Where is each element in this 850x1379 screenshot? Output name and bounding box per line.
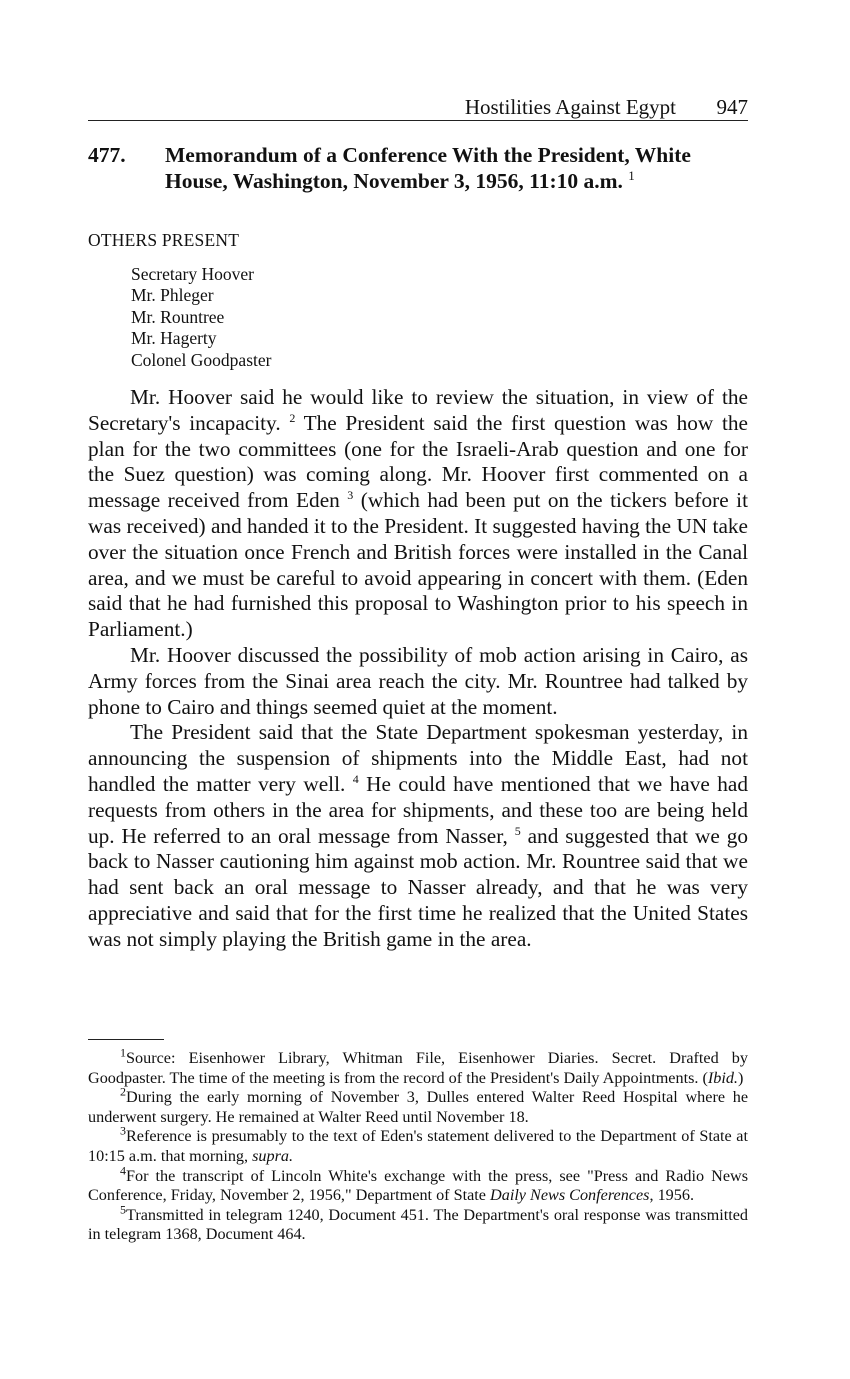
running-title: Hostilities Against Egypt — [464, 95, 676, 119]
footnote: $^2$During the early morning of November 3, Dulles entered Walter Reed Hospital where he underwent surgery. He remained at Walter Reed until November 18. — [88, 1084, 748, 1126]
others-present-list — [131, 264, 271, 371]
footnote: $^4$For the transcript of Lincoln White's exchange with the press, see "Press and Radio News Conference, Friday, November 2, 1956," Department of State Daily News Conferences, 1956. — [88, 1163, 748, 1205]
memorandum-body — [88, 385, 748, 953]
footnote-ref[interactable]: 3 — [347, 488, 354, 503]
footnote: $^1$Source: Eisenhower Library, Whitman File, Eisenhower Diaries. Secret. Drafted by Goodpaster. The time of the meeting is from the record of the President's Daily Appointments. (Ibid.) — [88, 1045, 748, 1087]
footnote-ref[interactable]: 2 — [289, 410, 296, 425]
others-present-label: OTHERS PRESENT — [88, 230, 240, 250]
attendee: Colonel Goodpaster — [131, 349, 272, 370]
footnote-ref[interactable]: 5 — [514, 823, 521, 838]
page-number: 947 — [716, 95, 748, 119]
attendee: Secretary Hoover — [131, 264, 254, 284]
footnote: $^3$Reference is presumably to the text of Eden's statement delivered to the Department of State at 10:15 a.m. that morning, supra. — [88, 1123, 748, 1165]
paragraph: Mr. Hoover discussed the possibility of mob action arising in Cairo, as Army forces from the Sinai area reach the city. Mr. Rountree had talked by phone to Cairo and things seemed quiet at the moment. — [88, 642, 748, 719]
title-footnote-ref[interactable]: 1 — [628, 167, 635, 183]
footnote-divider — [88, 1039, 164, 1040]
footnotes — [88, 1045, 748, 1245]
footnote-ref[interactable]: 4 — [352, 771, 359, 786]
document-title-text: Memorandum of a Conference With the President, White House, Washington, November 3, 1956, 11:10 a.m. — [165, 143, 691, 193]
paragraph: Mr. Hoover said he would like to review the situation, in view of the Secretary's incapacity. $^2$ The President said the first question was how the plan for the two committees (one for the Israeli-Arab question and one for the Suez question) was coming along. Mr. Hoover first commented on a message received from Eden $^3$ (which had been put on the tickers before it was received) and handed it to the President. It suggested having the UN take over the situation once French and British forces were installed in the Canal area, and we must be careful to avoid appearing in concert with them. (Eden said that he had furnished this proposal to Washington prior to his speech in Parliament.) — [88, 385, 749, 642]
attendee: Mr. Hagerty — [131, 328, 217, 349]
attendee: Mr. Phleger — [131, 285, 214, 306]
document-title — [88, 142, 748, 194]
attendee: Mr. Rountree — [131, 306, 225, 327]
footnote: $^5$Transmitted in telegram 1240, Document 451. The Department's oral response was transmitted in telegram 1368, Document 464. — [88, 1202, 748, 1244]
document-number: 477. — [88, 143, 126, 167]
paragraph: The President said that the State Department spokesman yesterday, in announcing the suspension of shipments into the Middle East, had not handled the matter very well. $^4$ He could have mentioned that we have had requests from others in the area for shipments, and these too are being held up. He referred to an oral message from Nasser, $^5$ and suggested that we go back to Nasser cautioning him against mob action. Mr. Rountree said that we had sent back an oral message to Nasser already, and that he was very appreciative and said that for the first time he realized that the United States was not simply playing the British game in the area. — [88, 720, 748, 951]
running-header — [88, 94, 748, 121]
